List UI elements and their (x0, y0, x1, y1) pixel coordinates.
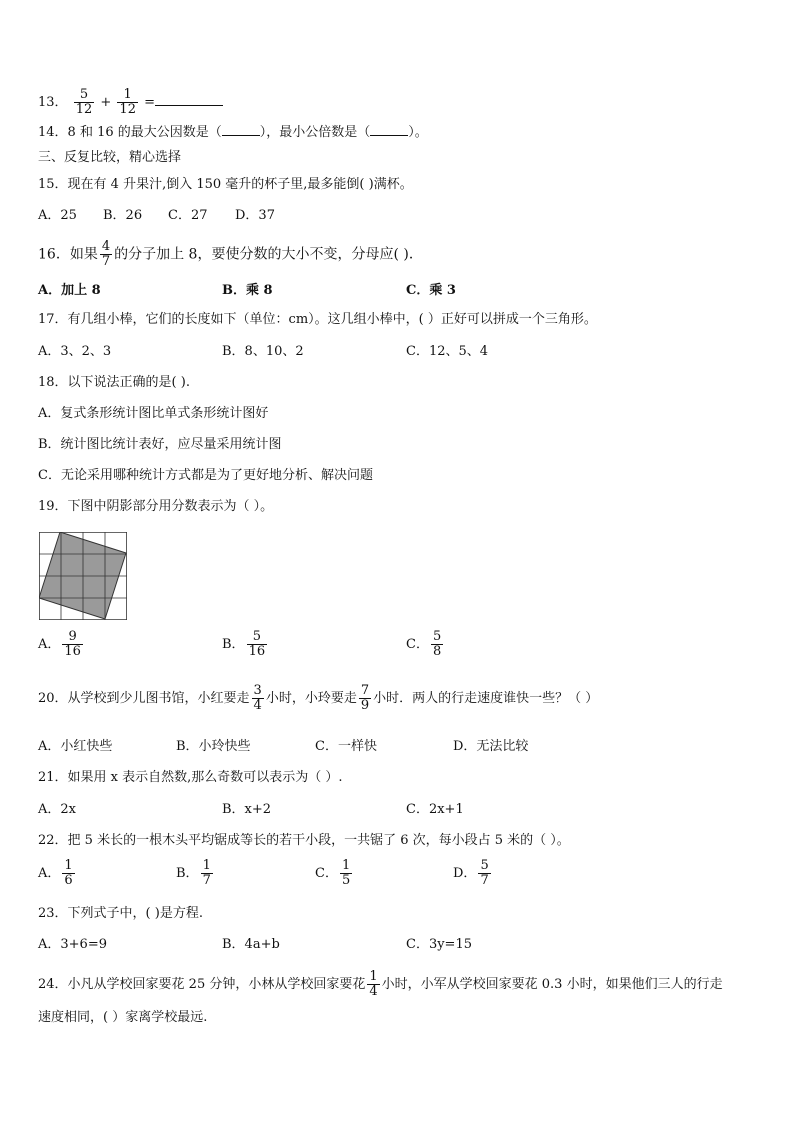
question-20: 20．从学校到少儿图书馆，小红要走 $\frac{3}{4}$ 小时，小玲要走 $\frac{7}{9}$ 小时．两人的行走速度谁快一些？（ ） (38, 683, 599, 713)
option-b[interactable]: B．4a+b (222, 937, 280, 952)
option-a[interactable]: A．加上 8 (38, 283, 101, 298)
answer-blank[interactable] (155, 93, 223, 106)
option-d[interactable]: D． $\frac{5}{7}$ (453, 858, 489, 888)
option-b[interactable]: B．乘 8 (222, 283, 273, 298)
shaded-tilted-square (39, 532, 126, 619)
option-d[interactable]: D．无法比较 (453, 739, 529, 754)
question-18: 18．以下说法正确的是( ). (38, 375, 190, 390)
option-b[interactable]: B．x+2 (222, 802, 272, 817)
option-a[interactable]: A．3+6=9 (38, 937, 107, 952)
answer-blank[interactable] (222, 125, 260, 136)
answer-blank[interactable] (370, 125, 408, 136)
option-a[interactable]: A．25 (38, 208, 77, 223)
fraction: $\frac{1}{4}$ (369, 969, 378, 999)
grid-lines (39, 532, 127, 620)
question-17: 17．有几组小棒，它们的长度如下（单位：cm）。这几组小棒中，( ）正好可以拼成一个三角形。 (38, 312, 597, 327)
fraction: $\frac{1}{6}$ (64, 858, 73, 888)
option-c[interactable]: C．一样快 (315, 739, 377, 754)
fraction: $\frac{5}{12}$ (75, 87, 93, 117)
option-b[interactable]: B．8、10、2 (222, 344, 304, 359)
plus-sign: + (100, 95, 112, 110)
question-15: 15．现在有 4 升果汁,倒入 150 毫升的杯子里,最多能倒( )满杯。 (38, 177, 413, 192)
option-c[interactable]: C． $\frac{5}{8}$ (406, 629, 442, 659)
fraction: $\frac{1}{12}$ (119, 87, 136, 117)
question-number: 13． (38, 95, 68, 110)
equals-sign: = (144, 95, 156, 110)
shaded-square-grid-figure (39, 532, 127, 620)
question-21: 21．如果用 x 表示自然数,那么奇数可以表示为（ ）. (38, 770, 343, 785)
option-c[interactable]: C．12、5、4 (406, 344, 489, 359)
option-a[interactable]: A．3、2、3 (38, 344, 112, 359)
section-heading: 三、反复比较，精心选择 (38, 150, 182, 165)
option-c[interactable]: C．无论采用哪种统计方式都是为了更好地分析、解决问题 (38, 468, 373, 483)
question-14: 14．8 和 16 的最大公因数是（ ），最小公倍数是（ ）。 (38, 125, 428, 140)
option-c[interactable]: C．27 (168, 208, 208, 223)
fraction: $\frac{5}{8}$ (432, 629, 442, 659)
option-b[interactable]: B． $\frac{5}{16}$ (222, 629, 266, 659)
question-16: 16．如果 $\frac{4}{7}$ 的分子加上 8，要使分数的大小不变，分母应( )． (38, 239, 423, 269)
question-19: 19．下图中阴影部分用分数表示为（ ）。 (38, 499, 274, 514)
option-d[interactable]: D．37 (235, 208, 275, 223)
option-a[interactable]: A．小红快些 (38, 739, 113, 754)
fraction: $\frac{4}{7}$ (101, 239, 111, 269)
option-c[interactable]: C．3y=15 (406, 937, 472, 952)
question-22: 22．把 5 米长的一根木头平均锯成等长的若干小段，一共锯了 6 次，每小段占 5 米的（ ）。 (38, 833, 570, 848)
option-c[interactable]: C． $\frac{1}{5}$ (315, 858, 351, 888)
option-b[interactable]: B．26 (103, 208, 143, 223)
fraction: $\frac{1}{5}$ (341, 858, 351, 888)
question-13 (38, 88, 223, 117)
question-23: 23．下列式子中，( )是方程. (38, 906, 203, 921)
question-24: 24．小凡从学校回家要花 25 分钟，小林从学校回家要花 $\frac{1}{4}$ 小时，小军从学校回家要花 0.3 小时，如果他们三人的行走 (38, 969, 723, 999)
option-a[interactable]: A． $\frac{1}{6}$ (38, 858, 73, 888)
fraction: $\frac{5}{7}$ (480, 858, 489, 888)
fraction: $\frac{1}{7}$ (202, 858, 211, 888)
fraction: $\frac{3}{4}$ (253, 683, 262, 713)
option-b[interactable]: B．统计图比统计表好，应尽量采用统计图 (38, 437, 282, 452)
option-c[interactable]: C．2x+1 (406, 802, 464, 817)
option-c[interactable]: C．乘 3 (406, 283, 456, 298)
option-b[interactable]: B．小玲快些 (176, 739, 251, 754)
fraction: $\frac{5}{16}$ (248, 629, 266, 659)
option-b[interactable]: B． $\frac{1}{7}$ (176, 858, 211, 888)
fraction: $\frac{7}{9}$ (360, 683, 370, 713)
option-a[interactable]: A．复式条形统计图比单式条形统计图好 (38, 406, 269, 421)
option-a[interactable]: A．2x (38, 802, 76, 817)
question-24-continued: 速度相同，( ）家离学校最远. (38, 1010, 208, 1025)
option-a[interactable]: A． $\frac{9}{16}$ (38, 629, 81, 659)
fraction: $\frac{9}{16}$ (64, 629, 81, 659)
